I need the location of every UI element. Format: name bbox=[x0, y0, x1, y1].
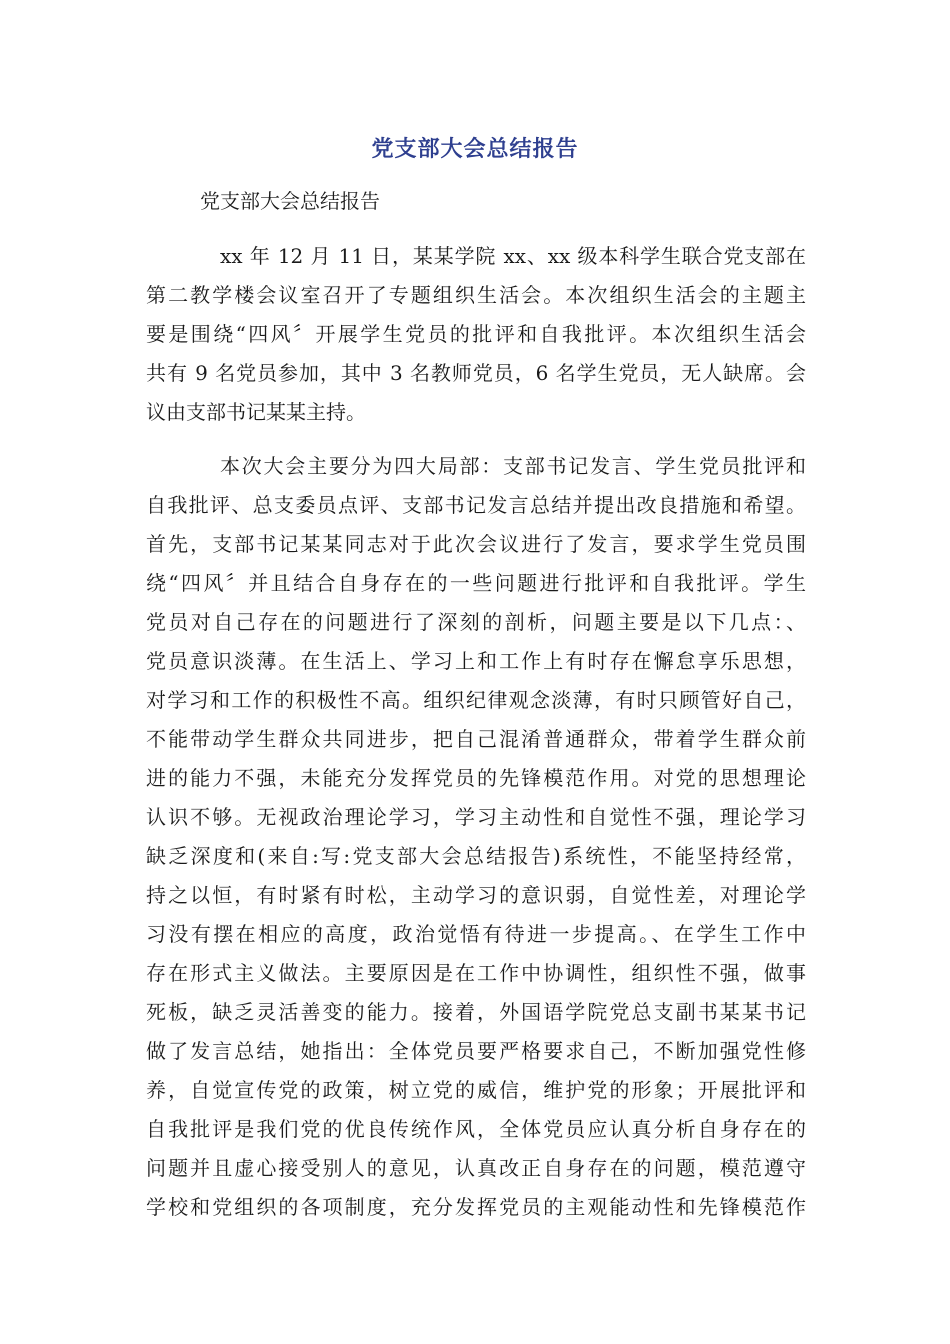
text-line: 绕“四风〞并且结合自身存在的一些问题进行批评和自我批评。学生 bbox=[146, 571, 806, 595]
text-line: 持之以恒，有时紧有时松，主动学习的意识弱，自觉性差，对理论学 bbox=[146, 883, 806, 907]
document-subtitle: 党支部大会总结报告 bbox=[200, 189, 380, 213]
text-line: 养，自觉宣传党的政策，树立党的威信，维护党的形象；开展批评和 bbox=[146, 1078, 806, 1102]
text-line: 不能带动学生群众共同进步，把自己混淆普通群众，带着学生群众前 bbox=[146, 727, 806, 751]
text-line: 议由支部书记某某主持。 bbox=[146, 400, 366, 424]
text-line: 认识不够。无视政治理论学习，学习主动性和自觉性不强，理论学习 bbox=[146, 805, 806, 829]
text-line: 存在形式主义做法。主要原因是在工作中协调性，组织性不强，做事 bbox=[146, 961, 806, 985]
text-line: 自我批评、总支委员点评、支部书记发言总结并提出改良措施和希望。 bbox=[146, 493, 806, 517]
text-line: 首先，支部书记某某同志对于此次会议进行了发言，要求学生党员围 bbox=[146, 532, 806, 556]
document-title: 党支部大会总结报告 bbox=[371, 137, 579, 162]
text-line: 对学习和工作的积极性不高。组织纪律观念淡薄，有时只顾管好自己， bbox=[146, 688, 806, 712]
text-line: 本次大会主要分为四大局部：支部书记发言、学生党员批评和 bbox=[220, 454, 806, 478]
text-line: 党员对自己存在的问题进行了深刻的剖析，问题主要是以下几点：、 bbox=[146, 610, 806, 634]
text-line: 党员意识淡薄。在生活上、学习上和工作上有时存在懈怠享乐思想， bbox=[146, 649, 806, 673]
text-line: 学校和党组织的各项制度，充分发挥党员的主观能动性和先锋模范作 bbox=[146, 1195, 806, 1219]
text-line: 问题并且虚心接受别人的意见，认真改正自身存在的问题，模范遵守 bbox=[146, 1156, 806, 1180]
text-line: 要是围绕“四风〞开展学生党员的批评和自我批评。本次组织生活会 bbox=[146, 322, 806, 346]
text-line: 自我批评是我们党的优良传统作风，全体党员应认真分析自身存在的 bbox=[146, 1117, 806, 1141]
text-line: 第二教学楼会议室召开了专题组织生活会。本次组织生活会的主题主 bbox=[146, 283, 806, 307]
text-line: 缺乏深度和(来自:写:党支部大会总结报告)系统性，不能坚持经常， bbox=[146, 844, 806, 868]
text-line: 进的能力不强，未能充分发挥党员的先锋模范作用。对党的思想理论 bbox=[146, 766, 806, 790]
text-line: 共有 9 名党员参加，其中 3 名教师党员，6 名学生党员，无人缺席。会 bbox=[146, 361, 806, 385]
text-line: 做了发言总结，她指出：全体党员要严格要求自己，不断加强党性修 bbox=[146, 1039, 806, 1063]
text-line: 习没有摆在相应的高度，政治觉悟有待进一步提高。、在学生工作中 bbox=[146, 922, 806, 946]
text-line: xx 年 12 月 11 日，某某学院 xx、xx 级本科学生联合党支部在 bbox=[220, 244, 806, 268]
text-line: 死板，缺乏灵活善变的能力。接着，外国语学院党总支副书某某书记 bbox=[146, 1000, 806, 1024]
